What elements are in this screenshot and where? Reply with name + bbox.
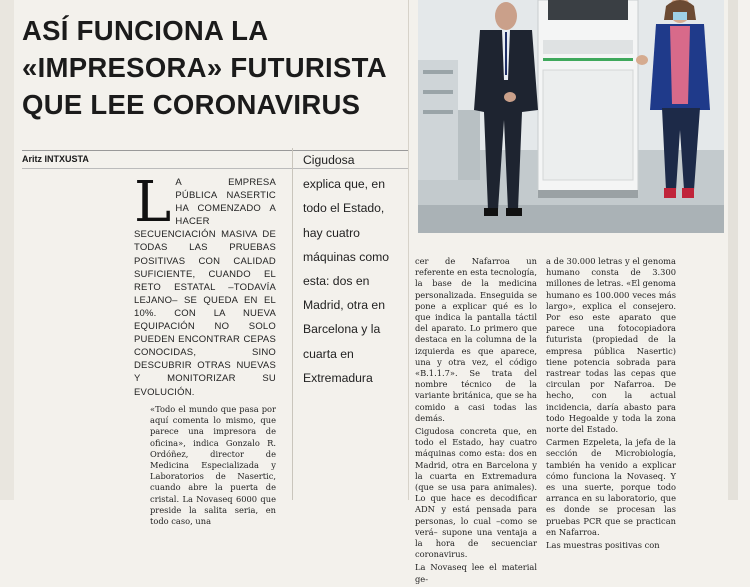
body-paragraph: Cigudosa concreta que, en todo el Estado, hay cuatro máquinas como esta: dos en Madrid, otra en Barcelona y la cuarta en Extremadura (que se usa para animales). Lo que hace es decodificar ADN y está pensada para personas, lo cual –como se verá– supone una ventaja a la hora de secuenciar coronavirus. — [415, 426, 537, 560]
page-gutter — [0, 0, 14, 500]
pull-quote: Cigudosa explica que, en todo el Estado, hay cuatro máquinas como esta: dos en Madrid, otra en Barcelona y la cuarta en Extremadura — [303, 153, 390, 385]
page-edge — [728, 0, 750, 500]
body-paragraph: Carmen Ezpeleta, la jefa de la sección de Microbiología, también ha venido a explicar cómo funciona la Novaseq. Y es una suerte, porque todo arranca en su laboratorio, que es donde se procesan las pruebas PCR que se practican en Nafarroa. — [546, 437, 676, 537]
photo-two-people-with-sequencer-icon — [418, 0, 724, 233]
body-column-3 — [546, 256, 676, 553]
drop-cap: L — [134, 170, 172, 235]
headline-line-1: ASÍ FUNCIONA LA — [22, 15, 269, 46]
page-fold-strip — [738, 0, 750, 500]
column-divider — [408, 0, 409, 500]
headline — [22, 12, 407, 123]
headline-line-2: «IMPRESORA» FUTURISTA — [22, 52, 387, 83]
body-paragraph: La Novaseq lee el material ge- — [415, 562, 537, 584]
body-paragraph: Las muestras positivas con — [546, 540, 660, 551]
body-paragraph: a de 30.000 letras y el genoma humano consta de 3.300 millones de letras. «El genoma humano es 100.000 veces más largo», explica el consejero. Por eso este aparato que parece una fotocopiadora futurista (propiedad de la empresa pública Nasertic) tiene potencia sobrada para rastrear todas las cepas que circulan por Nafarroa. De hecho, con la actual incidencia, daría abasto para todo Hegoalde y toda la zona norte del Estado. — [546, 256, 676, 435]
lead-text: A EMPRESA PÚBLICA NASERTIC HA COMENZADO A HACER SECUENCIACIÓN MASIVA DE TODAS LAS PRUEBAS POSITIVAS CON CALIDAD SUFICIENTE, CUANDO EL RETO ESTATAL –TODAVÍA LEJANO– SE QUEDA EN EL 10%. CON LA NUEVA EQUIPACIÓN NO SOLO PUEDEN ENCONTRAR CEPAS CONOCIDAS, SINO DESCUBRIR OTRAS NUEVAS Y MONITORIZAR SU EVOLUCIÓN. — [134, 177, 276, 398]
lead-paragraph — [134, 170, 276, 399]
byline: Aritz INTXUSTA — [22, 150, 408, 169]
column-divider — [292, 148, 293, 500]
body-column-1 — [150, 404, 276, 529]
body-paragraph: cer de Nafarroa un referente en esta tecnología, la base de la medicina personalizada. Enseguida se pone a explicar qué es lo que indica la pantalla táctil del aparato. Lo primero que destaca en la columna de la izquierda es que aparece, una y otra vez, el código «B.1.1.7». Se trata del nombre técnico de la variante británica, que se ha comido a casi todas las demás. — [415, 256, 537, 423]
body-column-2 — [415, 256, 537, 587]
article-photo — [418, 0, 724, 233]
headline-line-3: QUE LEE CORONAVIRUS — [22, 89, 361, 120]
body-paragraph: «Todo el mundo que pasa por aquí comenta lo mismo, que parece una impresora de oficina», indica Gonzalo R. Ordóñez, director de Medicina Especializada y Laboratorios de Nasertic, cuando abre la puerta de cristal. La Novaseq 6000 que preside la salita seria, en todo caso, una — [150, 404, 276, 527]
